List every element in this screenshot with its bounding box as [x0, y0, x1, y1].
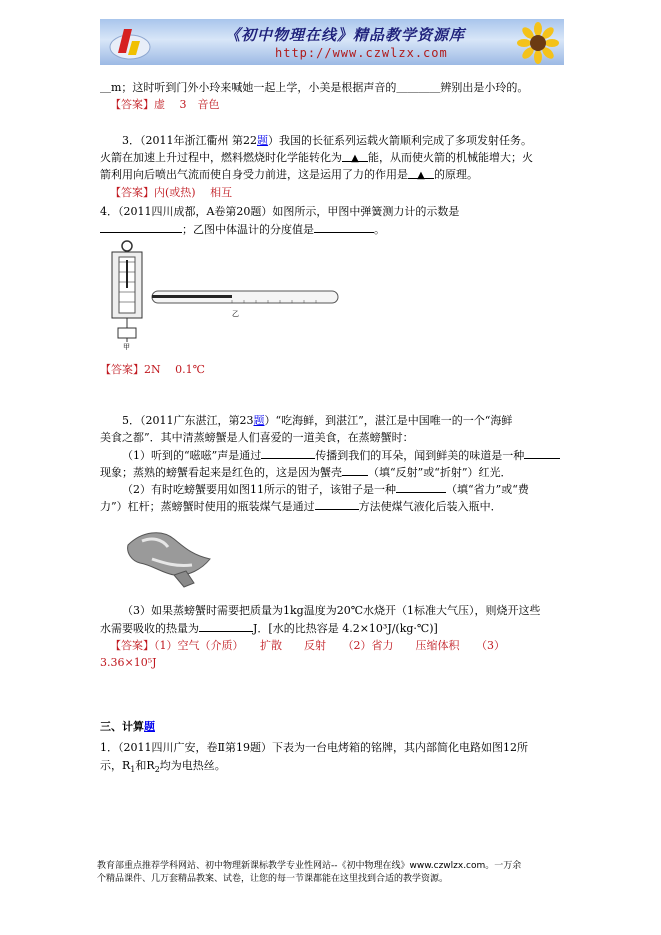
answer-blank [261, 447, 315, 459]
question-link[interactable]: 题 [257, 134, 268, 147]
section-title [100, 719, 155, 735]
figure-label-b: 乙 [232, 310, 239, 318]
question-4-line2 [100, 221, 385, 238]
question-3-text: 能，从而使火箭的机械能增大；火 [368, 151, 533, 164]
header-banner [100, 19, 564, 65]
answer-line [100, 362, 205, 378]
spring-scale-thermometer-figure [104, 240, 344, 350]
footer-line: 教育部重点推荐学科网站、初中物理新课标教学专业性网站--《初中物理在线》www.czwlzx.com。一万余 [97, 861, 522, 871]
triangle-marker: ▲ [351, 153, 359, 164]
question-5-text: 水需要吸收的热量为 [100, 622, 199, 635]
calc-text: 和R [135, 759, 155, 772]
calc-question-1-line2 [100, 758, 226, 778]
question-link[interactable]: 题 [253, 414, 265, 427]
answer-blank [342, 464, 368, 476]
spring-scale-icon [112, 241, 142, 342]
answer-blank [199, 620, 253, 632]
answer-line [110, 185, 232, 201]
answer-blank [408, 167, 434, 179]
question-5-text: ）“吃海鲜，到湛江”，湛江是中国唯一的一个“海鲜 [264, 414, 513, 427]
sunflower-icon [516, 21, 560, 65]
text-line: ＿m；这时听到门外小玲来喊她一起上学，小美是根据声音的＿＿＿＿辨别出是小玲的。 [100, 81, 529, 94]
calc-text: 均为电热丝。 [159, 759, 226, 772]
question-3-text: ）我国的长征系列运载火箭顺利完成了多项发射任务。 [268, 134, 532, 147]
answer-blank [524, 447, 560, 459]
question-5-part1 [122, 447, 560, 464]
question-5-text: （填“反射”或“折射”）红光． [368, 466, 512, 479]
question-5-line2: 美食之都”．其中清蒸螃蟹是人们喜爱的一道美食，在蒸螃蟹时： [100, 431, 414, 444]
question-5-text: 现象；蒸熟的螃蟹看起来是红色的，这是因为蟹壳 [100, 466, 342, 479]
pliers-icon [128, 533, 210, 587]
question-5-part1b [100, 464, 512, 481]
question-5-text: （2）有时吃螃蟹要用如图11所示的钳子，该钳子是一种 [122, 483, 396, 496]
question-3-text: 火箭在加速上升过程中，燃料燃烧时化学能转化为 [100, 151, 342, 164]
subscript: 2 [154, 765, 160, 775]
question-5-text: 力”）杠杆；蒸螃蟹时使用的瓶装煤气是通过 [100, 500, 315, 513]
question-5-text: （填“省力”或“费 [446, 483, 529, 496]
answer-blank [314, 221, 374, 233]
question-5-text: 传播到我们的耳朵，闻到鲜美的味道是一种 [315, 449, 525, 462]
pliers-figure [122, 525, 216, 591]
footer-line: 个精品课件、几万套精品教案、试卷，让您的每一节课都能在这里找到合适的教学资源。 [97, 874, 449, 884]
question-5-text: （1）听到的“嗞嗞”声是通过 [122, 449, 262, 462]
answer-line-continued: 3.36×10⁵J [100, 656, 157, 669]
footer [97, 860, 567, 886]
banner-title: 《初中物理在线》精品教学资源库 [225, 26, 466, 44]
question-5-part3: （3）如果蒸螃蟹时需要把质量为1kg温度为20℃水烧开（1标准大气压），则烧开这些 [122, 604, 541, 617]
calc-question-1-line1: 1．（2011四川广安，卷Ⅱ第19题）下表为一台电烤箱的铭牌，其内部简化电路如图12所 [100, 741, 528, 754]
question-3-line3 [100, 167, 478, 183]
question-3-text: 的原理。 [434, 168, 478, 181]
question-5-text: J．[水的比热容是 4.2×10³J/(kg·℃)] [253, 622, 438, 635]
answer-label: 【答案】 [100, 363, 144, 376]
question-3-intro: 3．（2011年浙江衢州 第22 [122, 134, 257, 147]
answer-label: 【答案】 [110, 639, 154, 652]
section-title-text: 三、计算 [100, 720, 144, 733]
calc-text: 示，R [100, 759, 131, 772]
answer-blank [396, 481, 446, 493]
figure-label-a: 甲 [123, 343, 130, 350]
triangle-marker: ▲ [417, 170, 425, 181]
question-5-part3b [100, 620, 438, 637]
answer-text: 内(或热) 相互 [154, 186, 233, 199]
question-3-text: 箭利用向后喷出气流而使自身受力前进，这是运用了力的作用是 [100, 168, 408, 181]
question-5-line1 [122, 413, 512, 429]
subscript: 1 [130, 765, 136, 775]
question-3-line1 [122, 133, 532, 149]
banner-url: http://www.czwlzx.com [275, 46, 448, 60]
question-3-line2 [100, 150, 533, 166]
answer-blank [342, 150, 368, 162]
answer-text: （1）空气（介质） 扩散 反射 （2）省力 压缩体积 （3） [154, 639, 505, 652]
answer-text: 虚 3 音色 [154, 98, 220, 111]
answer-label: 【答案】 [110, 186, 154, 199]
question-5-part2 [122, 481, 529, 498]
answer-blank [100, 221, 182, 233]
question-4-line1: 4．（2011四川成都，A卷第20题）如图所示，甲图中弹簧测力计的示数是 [100, 205, 460, 218]
question-5-part2b [100, 498, 502, 515]
thermometer-icon [152, 291, 338, 303]
answer-line [110, 97, 220, 113]
question-5-text: 方法使煤气液化后装入瓶中． [358, 500, 502, 513]
answer-label: 【答案】 [110, 98, 154, 111]
question-4-text: ；乙图中体温计的分度值是 [182, 223, 314, 236]
section-link[interactable]: 题 [144, 720, 155, 733]
question-4-text: 。 [374, 223, 385, 236]
site-logo-icon [106, 23, 156, 63]
answer-text: 2N 0.1℃ [144, 363, 205, 376]
answer-line [110, 638, 505, 654]
question-5-text: 5．（2011广东湛江，第23 [122, 414, 254, 427]
answer-blank [315, 498, 359, 510]
